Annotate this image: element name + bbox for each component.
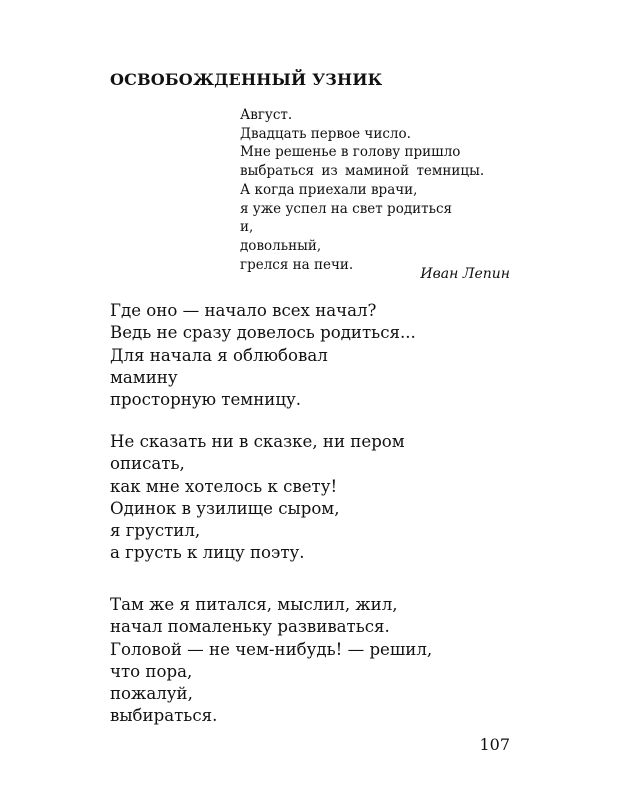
poem-line: я грустил,	[110, 521, 201, 541]
poem-line: описать,	[110, 454, 185, 474]
poem-line: просторную темницу.	[110, 390, 302, 410]
stanza-1	[110, 300, 530, 411]
poem-line: Для начала я облюбовал	[110, 345, 328, 365]
poem-line: что пора,	[110, 661, 193, 681]
epigraph-line: Мне решенье в голову пришло	[240, 144, 461, 161]
page-number: 107	[479, 735, 510, 754]
poem-line: начал помаленьку развиваться.	[110, 617, 390, 637]
epigraph-author: Иван Лепин	[420, 266, 510, 282]
epigraph-line: довольный,	[240, 237, 322, 254]
stanza-3	[110, 594, 530, 728]
poem-line: Не сказать ни в сказке, ни пером	[110, 432, 405, 451]
poem-line: Там же я питался, мыслил, жил,	[110, 595, 398, 614]
epigraph-line: Август.	[240, 107, 293, 123]
epigraph-line: и,	[240, 219, 254, 236]
epigraph	[240, 106, 520, 274]
poem-line: мамину	[110, 367, 178, 387]
poem-line: как мне хотелось к свету!	[110, 476, 338, 496]
epigraph-line: я уже успел на свет родиться	[240, 200, 453, 217]
poem-title: ОСВОБОЖДЕННЫЙ УЗНИК	[110, 70, 383, 89]
epigraph-line: Двадцать первое число.	[240, 125, 411, 142]
poem-line: Головой — не чем-нибудь! — решил,	[110, 639, 433, 659]
epigraph-line: выбраться из маминой темницы.	[240, 163, 485, 180]
poem-line: Где оно — начало всех начал?	[110, 301, 377, 320]
poem-line: Ведь не сразу довелось родиться...	[110, 323, 416, 343]
epigraph-line: грелся на печи.	[240, 256, 354, 273]
stanza-2	[110, 431, 530, 565]
poem-line: а грусть к лицу поэту.	[110, 543, 305, 563]
poem-line: выбираться.	[110, 706, 218, 726]
epigraph-line: А когда приехали врачи,	[240, 181, 418, 198]
poem-line: пожалуй,	[110, 684, 193, 704]
poem-line: Одинок в узилище сыром,	[110, 498, 340, 518]
